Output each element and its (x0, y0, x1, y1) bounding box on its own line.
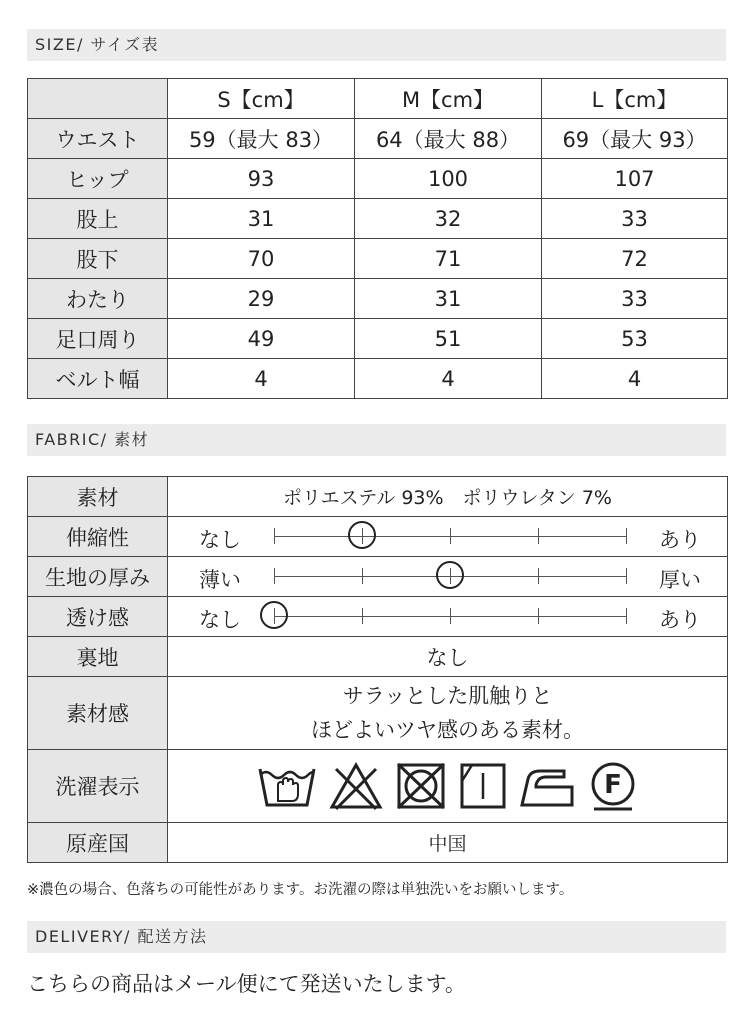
scale-tick (274, 528, 275, 544)
size-cell: 49 (168, 319, 355, 359)
fabric-row-sheer (28, 597, 728, 637)
size-col-l: L【cm】 (542, 79, 728, 119)
size-cell: 53 (542, 319, 728, 359)
size-row-hem (28, 319, 728, 359)
scale-tick (626, 608, 627, 624)
size-cell: 51 (355, 319, 542, 359)
fabric-row-origin (28, 823, 728, 863)
size-header-row (28, 79, 728, 119)
row-label: ウエスト (28, 119, 168, 159)
size-cell: 32 (355, 199, 542, 239)
size-row-inseam (28, 239, 728, 279)
row-label: わたり (28, 279, 168, 319)
size-row-thigh (28, 279, 728, 319)
scale-level-marker (348, 521, 376, 549)
no-tumble-dry-icon (394, 761, 448, 811)
thickness-scale (168, 557, 728, 597)
scale-tick (626, 568, 627, 584)
scale-level-marker (436, 561, 464, 589)
size-cell: 107 (542, 159, 728, 199)
size-cell: 4 (355, 359, 542, 399)
fabric-section-header: FABRIC/ 素材 (27, 424, 726, 456)
feel-line-2: ほどよいツヤ感のある素材。 (311, 718, 584, 742)
scale-tick (362, 568, 363, 584)
size-table (27, 78, 728, 399)
size-cell: 31 (355, 279, 542, 319)
size-col-m: M【cm】 (355, 79, 542, 119)
scale-tick (538, 608, 539, 624)
drip-dry-icon (458, 761, 508, 811)
care-symbols (168, 750, 728, 823)
row-label: 素材 (28, 477, 168, 517)
origin-value: 中国 (168, 823, 728, 863)
scale-right-label: あり (659, 608, 701, 632)
scale-tick (450, 528, 451, 544)
row-label: 素材感 (28, 677, 168, 750)
material-value: ポリエステル 93% ポリウレタン 7% (168, 477, 728, 517)
scale-tick (274, 568, 275, 584)
scale-right-label: 厚い (659, 568, 701, 592)
row-label: ベルト幅 (28, 359, 168, 399)
row-label: ヒップ (28, 159, 168, 199)
size-cell: 72 (542, 239, 728, 279)
scale-tick (626, 528, 627, 544)
scale-tick (538, 528, 539, 544)
fabric-row-thickness (28, 557, 728, 597)
care-note: ※濃色の場合、色落ちの可能性があります。お洗濯の際は単独洗いをお願いします。 (27, 882, 574, 898)
dry-clean-f-icon (586, 759, 640, 813)
size-cell: 71 (355, 239, 542, 279)
row-label: 原産国 (28, 823, 168, 863)
fabric-row-care (28, 750, 728, 823)
size-cell: 4 (542, 359, 728, 399)
size-row-rise (28, 199, 728, 239)
size-cell: 31 (168, 199, 355, 239)
hand-wash-icon (256, 761, 318, 811)
size-cell: 70 (168, 239, 355, 279)
size-cell: 64（最大 88） (355, 119, 542, 159)
size-cell: 33 (542, 199, 728, 239)
size-cell: 4 (168, 359, 355, 399)
delivery-text: こちらの商品はメール便にて発送いたします。 (27, 972, 466, 996)
sheer-scale (168, 597, 728, 637)
size-col-s: S【cm】 (168, 79, 355, 119)
row-label: 股上 (28, 199, 168, 239)
size-cell: 29 (168, 279, 355, 319)
row-label: 洗濯表示 (28, 750, 168, 823)
no-bleach-icon (328, 761, 384, 811)
fabric-table (27, 476, 728, 863)
size-cell: 100 (355, 159, 542, 199)
size-row-hip (28, 159, 728, 199)
row-label: 股下 (28, 239, 168, 279)
row-label: 足口周り (28, 319, 168, 359)
low-iron-icon (518, 761, 576, 811)
scale-left-label: なし (199, 608, 241, 632)
scale-right-label: あり (659, 528, 701, 552)
row-label: 生地の厚み (28, 557, 168, 597)
size-cell: 69（最大 93） (542, 119, 728, 159)
scale-tick (538, 568, 539, 584)
feel-line-1: サラッとした肌触りと (342, 684, 553, 708)
row-label: 裏地 (28, 637, 168, 677)
size-cell: 93 (168, 159, 355, 199)
scale-left-label: 薄い (199, 568, 241, 592)
row-label: 伸縮性 (28, 517, 168, 557)
size-section-header: SIZE/ サイズ表 (27, 29, 726, 61)
scale-tick (362, 608, 363, 624)
row-label: 透け感 (28, 597, 168, 637)
size-cell: 59（最大 83） (168, 119, 355, 159)
fabric-row-lining (28, 637, 728, 677)
fabric-row-stretch (28, 517, 728, 557)
size-corner-cell (28, 79, 168, 119)
size-cell: 33 (542, 279, 728, 319)
delivery-section-header: DELIVERY/ 配送方法 (27, 921, 726, 953)
scale-left-label: なし (199, 528, 241, 552)
scale-tick (450, 608, 451, 624)
size-row-belt (28, 359, 728, 399)
fabric-row-feel (28, 677, 728, 750)
fabric-row-material (28, 477, 728, 517)
scale-level-marker (260, 601, 288, 629)
lining-value: なし (168, 637, 728, 677)
stretch-scale (168, 517, 728, 557)
dry-clean-letter: F (603, 770, 622, 800)
feel-value (168, 677, 728, 750)
size-row-waist (28, 119, 728, 159)
